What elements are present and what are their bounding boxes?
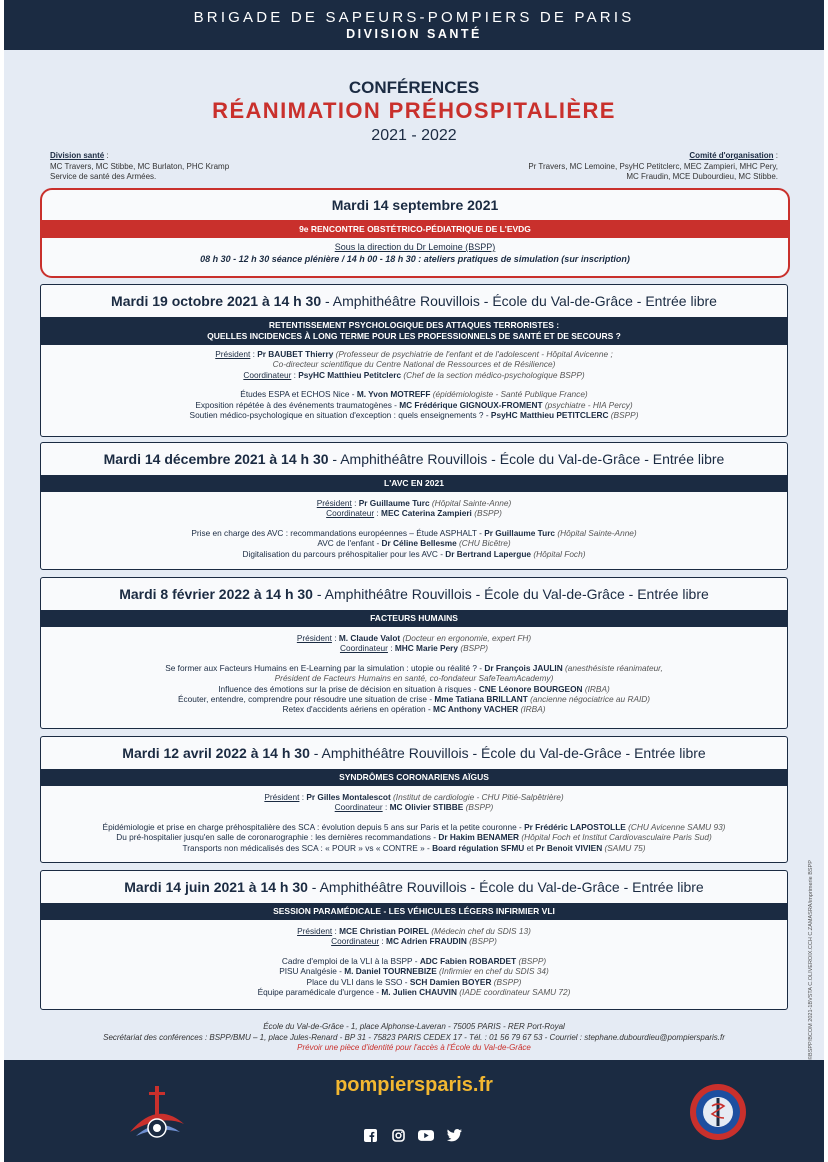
years: 2021 - 2022 <box>371 127 457 144</box>
division-sante-members: MC Travers, MC Stibbe, MC Burlaton, PHC Kramp <box>50 161 230 171</box>
division-name: DIVISION SANTÉ <box>346 27 482 41</box>
event-box-juin: Mardi 14 juin 2021 à 14 h 30 - Amphithéâtre Rouvillois - École du Val-de-Grâce - Entrée libre SESSION PARAMÉDICALE - LES VÉHICULES LÉGERS INFIRMIER VLI Président : MCE Christian POIREL (Médecin chef du SDIS 13) Coordinateur : MC Adrien FRAUDIN (BSPP) Cadre d'emploi de la VLI à la BSPP - ADC Fabien ROBARDET (BSPP) PISU Analgésie - M. Daniel TOURNEBIZE (Infirmier en chef du SDIS 34) Place du VLI dans le SSO - SCH Damien BOYER (BSPP) Équipe paramédicale d'urgence - M. Julien CHAUVIN (IADE coordinateur SAMU 72) <box>40 870 788 1010</box>
page-title: RÉANIMATION PRÉHOSPITALIÈRE <box>212 98 616 123</box>
event-date: Mardi 19 octobre 2021 à 14 h 30 <box>111 293 322 309</box>
comite-organisation-block: Comité d'organisation : Pr Travers, MC Lemoine, PsyHC Petitclerc, MEC Zampieri, MHC Pery, MC Fraudin, MCE Dubourdieu, MC Stibbe. <box>528 151 778 181</box>
event-band: FACTEURS HUMAINS <box>41 610 787 627</box>
event-box-avril: Mardi 12 avril 2022 à 14 h 30 - Amphithéâtre Rouvillois - École du Val-de-Grâce - Entrée libre SYNDRÔMES CORONARIENS AÏGUS Président : Pr Gilles Montalescot (Institut de cardiologie - CHU Pitié-Salpêtrière) Coordinateur : MC Olivier STIBBE (BSPP) Épidémiologie et prise en charge préhospitalière des SCA : évolution depuis 5 ans sur Paris et la petite couronne - Pr Frédéric LAPOSTOLLE (CHU Avicenne SAMU 93) Du pré-hospitalier jusqu'en salle de coronarographie : les dernières recommandations - Dr Hakim BENAMER (Hôpital Foch et Institut Cardiovasculaire Paris Sud) Transports non médicalisés des SCA : « POUR » vs « CONTRE » - Board régulation SFMU et Pr Benoit VIVIEN (SAMU 75) <box>40 736 788 863</box>
talk: Épidémiologie et prise en charge préhospitalière des SCA : évolution depuis 5 ans sur Paris et la petite couronne - Pr Frédéric LAPOSTOLLE (CHU Avicenne SAMU 93) <box>102 821 726 832</box>
event-band: SESSION PARAMÉDICALE - LES VÉHICULES LÉGERS INFIRMIER VLI <box>41 903 787 920</box>
conferences-heading: CONFÉRENCES <box>348 78 480 97</box>
talk: PISU Analgésie - M. Daniel TOURNEBIZE (Infirmier en chef du SDIS 34) <box>279 966 549 977</box>
facebook-icon[interactable] <box>362 1128 378 1142</box>
division-sante-block: Division santé : MC Travers, MC Stibbe, MC Burlaton, PHC Kramp Service de santé des Armées. <box>50 151 230 181</box>
event-date: Mardi 8 février 2022 à 14 h 30 <box>119 586 313 602</box>
division-sante-service: Service de santé des Armées. <box>50 172 157 181</box>
event-band: SYNDRÔMES CORONARIENS AÏGUS <box>41 769 787 786</box>
service-sante-emblem-icon <box>688 1082 748 1142</box>
footer-secretariat: Secrétariat des conférences : BSPP/BMU – 1, place Jules-Renard - BP 31 - 75823 PARIS CEDEX 17 - Tél. : 01 56 79 67 53 - Courriel : stephane.dubourdieu@pompiersparis.fr <box>103 1032 725 1042</box>
poster <box>4 0 824 1162</box>
coordinateur-label: Coordinateur <box>339 643 388 654</box>
event-band: RETENTISSEMENT PSYCHOLOGIQUE DES ATTAQUES TERRORISTES : QUELLES INCIDENCES À LONG TERME POUR LES PROFESSIONNELS DE SANTÉ ET DE SECOURS ? <box>41 317 787 345</box>
coordinateur-label: Coordinateur <box>326 508 375 519</box>
talk: AVC de l'enfant - Dr Céline Bellesme (CHU Bicêtre) <box>317 538 511 549</box>
coordinateur-name: MEC Caterina Zampieri <box>381 508 472 519</box>
talk: Influence des émotions sur la prise de décision en situation à risques - CNE Léonore BOURGEON (IRBA) <box>218 683 610 694</box>
president-label: Président <box>215 349 251 359</box>
talk: Équipe paramédicale d'urgence - M. Julien CHAUVIN (IADE coordinateur SAMU 72) <box>257 987 571 998</box>
talk: Se former aux Facteurs Humains en E-Learning par la simulation : utopie ou réalité ? - Dr François JAULIN (anesthésiste réanimateur, <box>165 662 663 673</box>
talk: Place du VLI dans le SSO - SCH Damien BOYER (BSPP) <box>306 976 522 987</box>
president-label: Président <box>264 792 300 802</box>
talk: Exposition répétée à des événements traumatogènes - MC Frédérique GIGNOUX-FROMENT (psychiatre - HIA Percy) <box>195 399 633 410</box>
event-box-octobre: Mardi 19 octobre 2021 à 14 h 30 - Amphithéâtre Rouvillois - École du Val-de-Grâce - Entrée libre RETENTISSEMENT PSYCHOLOGIQUE DES ATTAQUES TERRORISTES : QUELLES INCIDENCES À LONG TERME POUR LES PROFESSIONNELS DE SANTÉ ET DE SECOURS ? Président : Pr BAUBET Thierry (Professeur de psychiatrie de l'enfant et de l'adolescent - Hôpital Avicenne ; Co-directeur scientifique du Centre National de Ressources et de Résilience) Coordinateur : PsyHC Matthieu Petitclerc (Chef de la section médico-psychologique BSPP) Études ESPA et ECHOS Nice - M. Yvon MOTREFF (épidémiologiste - Santé Publique France) Exposition répétée à des événements traumatogènes - MC Frédérique GIGNOUX-FROMENT (psychiatre - HIA Percy) Soutien médico-psychologique en situation d'exception : quels enseignements ? - PsyHC Matthieu PETITCLERC (BSPP) <box>40 284 788 437</box>
talk: Écouter, entendre, comprendre pour résoudre une situation de crise - Mme Tatiana BRILLANT (ancienne négociatrice au RAID) <box>177 694 651 705</box>
event-date: Mardi 14 septembre 2021 <box>331 197 499 213</box>
event-date: Mardi 12 avril 2022 à 14 h 30 <box>122 745 310 761</box>
division-sante-title: Division santé <box>50 151 105 160</box>
bottom-banner <box>4 1060 824 1162</box>
credits-vertical: ©BSPP/BCOM 2021-1BVSTA C.OLIVEROIX.CCH C.ZAMASRA/imprimerie BSPP <box>808 860 814 1060</box>
event-place: - Amphithéâtre Rouvillois - École du Val-de-Grâce - Entrée libre <box>321 293 717 309</box>
event-place: - Amphithéâtre Rouvillois - École du Val-de-Grâce - Entrée libre <box>309 745 706 761</box>
footer-address: École du Val-de-Grâce - 1, place Alphonse-Laveran - 75005 PARIS - RER Port-Royal <box>263 1022 565 1031</box>
twitter-icon[interactable] <box>446 1128 462 1142</box>
talk: Cadre d'emploi de la VLI à la BSPP - ADC Fabien ROBARDET (BSPP) <box>281 955 547 966</box>
event-band: L'AVC EN 2021 <box>41 475 787 492</box>
footer-id-note: Prévoir une pièce d'identité pour l'accès à l'École du Val-de-Grâce <box>297 1043 531 1052</box>
comite-title: Comité d'organisation <box>689 151 774 160</box>
talk: Digitalisation du parcours préhospitalier pour les AVC - Dr Bertrand Lapergue (Hôpital Foch) <box>242 548 586 559</box>
coordinateur-name: PsyHC Matthieu Petitclerc <box>298 369 402 380</box>
president-label: Président <box>296 633 332 643</box>
event-schedule: 08 h 30 - 12 h 30 séance plénière / 14 h 00 - 18 h 30 : ateliers pratiques de simulation (sur inscription) <box>200 254 630 264</box>
website-link[interactable]: pompiersparis.fr <box>335 1074 493 1096</box>
talk: Transports non médicalisés des SCA : « POUR » vs « CONTRE » - Board régulation SFMU et Pr Benoit VIVIEN (SAMU 75) <box>182 842 646 853</box>
talk: Soutien médico-psychologique en situation d'exception : quels enseignements ? - PsyHC Matthieu PETITCLERC (BSPP) <box>189 410 639 421</box>
president-name: Pr Guillaume Turc <box>358 498 430 508</box>
coordinateur-name: MC Adrien FRAUDIN <box>386 936 467 947</box>
event-band: 9e RENCONTRE OBSTÉTRICO-PÉDIATRIQUE DE L'EVDG <box>42 220 788 238</box>
coordinateur-name: MHC Marie Pery <box>394 643 459 654</box>
instagram-icon[interactable] <box>390 1128 406 1142</box>
event-date: Mardi 14 décembre 2021 à 14 h 30 <box>103 451 329 467</box>
president-label: Président <box>316 498 352 508</box>
top-banner <box>4 0 824 50</box>
youtube-icon[interactable] <box>418 1128 434 1142</box>
president-name: Pr Gilles Montalescot <box>306 792 391 802</box>
footer-info <box>4 1022 824 1054</box>
event-date: Mardi 14 juin 2021 à 14 h 30 <box>124 879 308 895</box>
comite-members-1: Pr Travers, MC Lemoine, PsyHC Petitclerc, MEC Zampieri, MHC Pery, <box>528 161 778 171</box>
president-label: Président <box>297 926 333 936</box>
event-box-septembre <box>40 188 790 278</box>
event-box-decembre: Mardi 14 décembre 2021 à 14 h 30 - Amphithéâtre Rouvillois - École du Val-de-Grâce - Entrée libre L'AVC EN 2021 Président : Pr Guillaume Turc (Hôpital Sainte-Anne) Coordinateur : MEC Caterina Zampieri (BSPP) Prise en charge des AVC : recommandations européennes – Étude ASPHALT - Pr Guillaume Turc (Hôpital Sainte-Anne) AVC de l'enfant - Dr Céline Bellesme (CHU Bicêtre) Digitalisation du parcours préhospitalier pour les AVC - Dr Bertrand Lapergue (Hôpital Foch) <box>40 442 788 570</box>
coordinateur-label: Coordinateur <box>334 802 383 813</box>
president-name: Pr BAUBET Thierry <box>257 349 334 359</box>
event-direction: Sous la direction du Dr Lemoine (BSPP) <box>334 242 496 252</box>
talk: Retex d'accidents aériens en opération - MC Anthony VACHER (IRBA) <box>282 704 546 715</box>
event-box-fevrier: Mardi 8 février 2022 à 14 h 30 - Amphithéâtre Rouvillois - École du Val-de-Grâce - Entrée libre FACTEURS HUMAINS Président : M. Claude Valot (Docteur en ergonomie, expert FH) Coordinateur : MHC Marie Pery (BSPP) Se former aux Facteurs Humains en E-Learning par la simulation : utopie ou réalité ? - Dr François JAULIN (anesthésiste réanimateur, Président de Facteurs Humains en santé, co-fondateur SafeTeamAcademy) Influence des émotions sur la prise de décision en situation à risques - CNE Léonore BOURGEON (IRBA) Écouter, entendre, comprendre pour résoudre une situation de crise - Mme Tatiana BRILLANT (ancienne négociatrice au RAID) Retex d'accidents aériens en opération - MC Anthony VACHER (IRBA) <box>40 577 788 729</box>
social-links <box>362 1128 462 1142</box>
coordinateur-label: Coordinateur <box>331 936 380 947</box>
president-name: MCE Christian POIREL <box>339 926 429 936</box>
coordinateur-name: MC Olivier STIBBE <box>389 802 464 813</box>
event-place: - Amphithéâtre Rouvillois - École du Val-de-Grâce - Entrée libre <box>307 879 704 895</box>
talk: Du pré-hospitalier jusqu'en salle de coronarographie : les dernières recommandations - Dr Hakim BENAMER (Hôpital Foch et Institut Cardiovasculaire Paris Sud) <box>116 832 712 843</box>
brigade-name: BRIGADE DE SAPEURS-POMPIERS DE PARIS <box>193 9 635 26</box>
president-name: M. Claude Valot <box>338 633 401 643</box>
event-place: - Amphithéâtre Rouvillois - École du Val-de-Grâce - Entrée libre <box>312 586 709 602</box>
comite-members-2: MC Fraudin, MCE Dubourdieu, MC Stibbe. <box>626 172 778 181</box>
talk: Prise en charge des AVC : recommandations européennes – Étude ASPHALT - Pr Guillaume Turc (Hôpital Sainte-Anne) <box>191 527 637 538</box>
coordinateur-label: Coordinateur <box>243 369 292 380</box>
event-place: - Amphithéâtre Rouvillois - École du Val-de-Grâce - Entrée libre <box>328 451 725 467</box>
talk: Études ESPA et ECHOS Nice - M. Yvon MOTREFF (épidémiologiste - Santé Publique France) <box>240 389 588 400</box>
